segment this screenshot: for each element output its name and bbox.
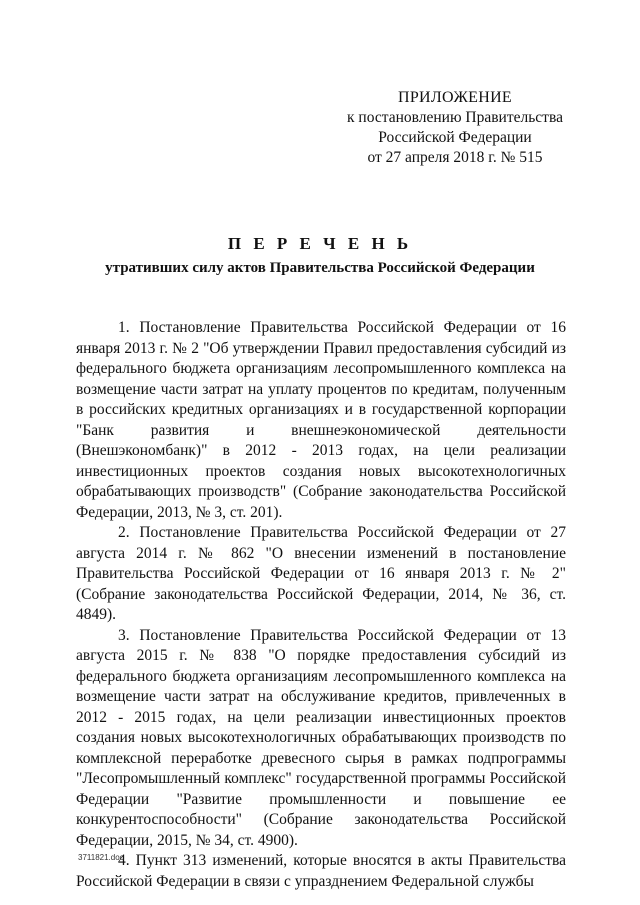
- list-item-3: 3. Постановление Правительства Российской Федерации от 13 августа 2015 г. № 838 "О порядке предоставления субсидий из федерального бюджета организациям лесопромышленного комплекса на возмещение части затрат на обслуживание кредитов, привлеченных в 2012 - 2015 годах, на цели реализации инвестиционных проектов создания новых высокотехнологичных обрабатывающих производств по комплексной переработке древесного сырья в рамках подпрограммы "Лесопромышленный комплекс" государственной программы Российской Федерации "Развитие промышленности и повышение ее конкурентоспособности" (Собрание законодательства Российской Федерации, 2015, № 34, ст. 4900).: [76, 626, 566, 849]
- appendix-line-federation: Российской Федерации: [378, 129, 532, 146]
- list-item-2: 2. Постановление Правительства Российской Федерации от 27 августа 2014 г. № 862 "О внесении изменений в постановление Правительства Российской Федерации от 16 января 2013 г. № 2" (Собрание законодательства Российской Федерации, 2014, № 36, ст. 4849).: [76, 524, 566, 623]
- document-title: П Е Р Е Ч Е Н Ь: [227, 234, 413, 253]
- appendix-heading: ПРИЛОЖЕНИЕ: [397, 89, 512, 106]
- list-item-4: 4. Пункт 313 изменений, которые вносятся в акты Правительства Российской Федерации в связи с упразднением Федеральной службы: [76, 852, 566, 890]
- list-item-1: 1. Постановление Правительства Российской Федерации от 16 января 2013 г. № 2 "Об утверждении Правил предоставления субсидий из федерального бюджета организациям лесопромышленного комплекса на возмещение части затрат на уплату процентов по кредитам, полученным в российских кредитных организациях и в государственной корпорации "Банк развития и внешнеэкономической деятельности (Внешэкономбанк)" в 2012 - 2013 годах, на цели реализации инвестиционных проектов создания новых высокотехнологичных обрабатывающих производств" (Собрание законодательства Российской Федерации, 2013, № 3, ст. 201).: [76, 319, 566, 521]
- document-body: [76, 318, 566, 892]
- appendix-block: [330, 88, 580, 168]
- document-subtitle: утративших силу актов Правительства Российской Федерации: [105, 260, 535, 276]
- file-name-footer: 3711821.doc: [78, 853, 124, 862]
- appendix-line-date-number: от 27 апреля 2018 г. № 515: [367, 149, 543, 166]
- appendix-line-decree: к постановлению Правительства: [347, 109, 563, 126]
